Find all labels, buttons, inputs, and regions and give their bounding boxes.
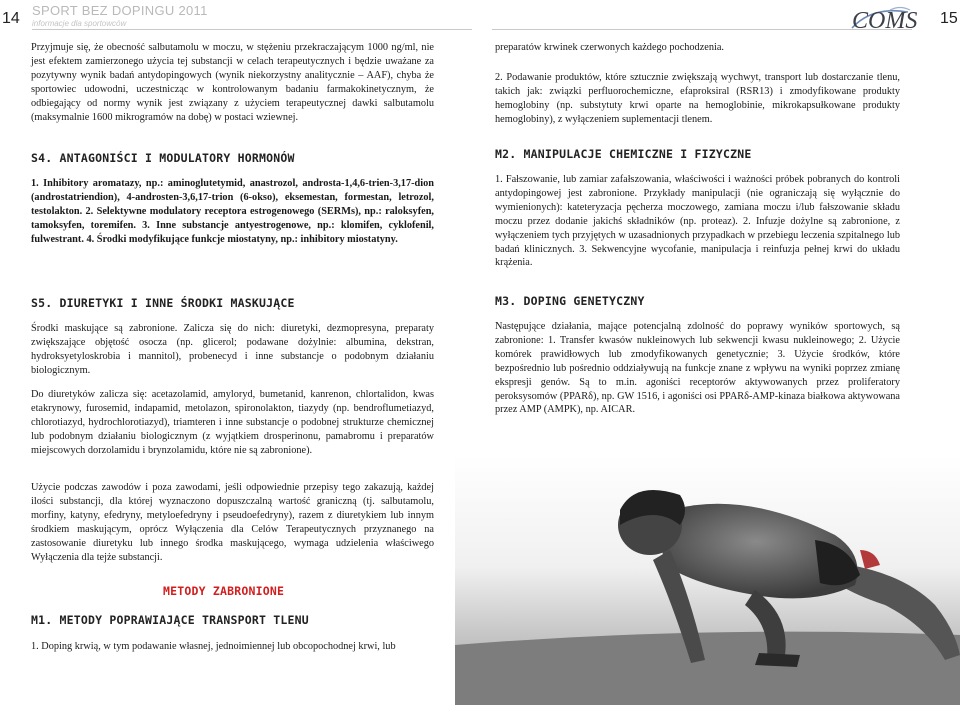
publication-subtitle: informacje dla sportowców	[32, 19, 127, 28]
s4-heading: S4. ANTAGONIŚCI I MODULATORY HORMONÓW	[31, 151, 295, 165]
right-intro-2: 2. Podawanie produktów, które sztucznie zwiększają wychwyt, transport lub dostarczanie tlenu, takich jak: związki perfluorochemiczne, efaproksiral (RSR13) i zmodyfikowane produkty hemoglobiny (np. substytuty krwi oparte na hemoglobinie, mikrokapsułkowane produkty hemoglobiny), z wyłączeniem suplementacji tlenem.	[495, 72, 900, 125]
m3-text: Następujące działania, mające potencjalną zdolność do poprawy wyników sportowych, są zabronione: 1. Transfer kwasów nukleinowych lub sekwencji kwasu nukleinowego; 2. Użycie komórek prawidłowych lub zmodyfikowanych genetycznie; 3. Użycie środków, które bezpośrednio lub pośrednio oddziaływują na funkcje znane z wpływu na wyniki poprzez zmianę ekspresji genów. Są to m.in. agoniści receptorów aktywowanych przez proliferatory peroksysomów (PPARδ), np. GW 1516, i agoniści osi PPARδ-AMP-kinaza białkowa aktywowana przez AMP (AMPK), np. AICAR.	[495, 321, 900, 416]
methods-heading: METODY ZABRONIONE	[163, 584, 285, 598]
coms-logo	[850, 6, 918, 34]
header-rule-right	[492, 29, 912, 30]
s5-heading: S5. DIURETYKI I INNE ŚRODKI MASKUJĄCE	[31, 296, 295, 310]
s5-text-2: Do diuretyków zalicza się: acetazolamid, amyloryd, bumetanid, kanrenon, chlortalidon, kwas etakrynowy, furosemid, indapamid, metolazon, spironolakton, tiazydy (np. bendroflumetiazyd, chlorotiazyd, hydrochlorotiazyd), triamteren i inne substancje o podobnej strukturze chemicznej lub podobnym działaniu biologicznym (z wyjątkiem drosperinonu, pamabromu i preparatów miejscowych dorzolamidu i brynzolamidu, które nie są zabronione).	[31, 389, 434, 456]
m2-text: 1. Fałszowanie, lub zamiar zafałszowania, właściwości i ważności próbek pobranych do kontroli antydopingowej jest zabronione. Przykłady manipulacji (nie ograniczają się wyłącznie do wymienionych): kateteryzacja pęcherza moczowego, zamiana moczu i/lub fałszowanie składu moczu przez dodanie jakichś składników (np. proteaz). 2. Infuzje dożylne są zabronione, z wyłączeniem tych przyjętych w uzasadnionych przypadkach w przebiegu leczenia szpitalnego lub badań klinicznych. 3. Sekwencyjne wycofanie, manipulacja i reinfuzja pełnej krwi do układu krążenia.	[495, 174, 900, 269]
s4-text: 1. Inhibitory aromatazy, np.: aminoglutetymid, anastrozol, androsta-1,4,6-trien-3,17-dion (androstatriendion), 4-androsten-3,6,17-trion (6-okso), eksemestan, formestan, letrozol, testolakton. 2. Selektywne modulatory receptora estrogenowego (SERMs), np.: raloksyfen, tamoksyfen, toremifen. 3. Inne substancje antyestrogenowe, np.: klomifen, cyklofenil, fulwestrant. 4. Środki modyfikujące funkcje miostatyny, np.: inhibitory miostatyny.	[31, 178, 434, 245]
m1-heading: M1. METODY POPRAWIAJĄCE TRANSPORT TLENU	[31, 613, 309, 627]
athlete-photo-graphic	[455, 455, 960, 705]
s5-text-1: Środki maskujące są zabronione. Zalicza się do nich: diuretyki, dezmopresyna, preparaty zwiększające objętość osocza (np. glicerol; podawane dożylnie: albumina, dekstran, hydroksyetyloskrobia i mannitol), probenecyd i inne substancje o podobnym działaniu biologicznym.	[31, 323, 434, 376]
m2-heading: M2. MANIPULACJE CHEMICZNE I FIZYCZNE	[495, 147, 752, 161]
s5-text-3: Użycie podczas zawodów i poza zawodami, jeśli odpowiednie przepisy tego zakazują, każdej ilości substancji, dla której wyznaczono dopuszczalną wartość graniczną (tj. salbutamolu, morfiny, katyny, efedryny, metyloefedryny i pseudoefedryny), razem z diuretykiem lub innym środkiem maskującym, oprócz Wyłączenia dla Celów Terapeutycznych przyznanego na zastosowanie diuretyku lub innego środka maskującego, wymaga udzielenia właściwego Wyłączenia dla tejże substancji.	[31, 482, 434, 563]
header-rule-left	[32, 29, 472, 30]
left-intro-paragraph: Przyjmuje się, że obecność salbutamolu w moczu, w stężeniu przekraczającym 1000 ng/ml, nie jest efektem zamierzonego użycia tej substancji w celach terapeutycznych i będzie uważane za pozytywny wynik badań antydopingowych (wynik niekorzystny analitycznie – AAF), chyba że sportowiec udowodni, uczestnicząc w kontrolowanym badaniu farmakokinetycznym, że odbiegający od normy wynik jest związany z użyciem terapeutycznej dawki salbutamolu (maksymalnie 1600 mikrogramów na dobę) w postaci wziewnej.	[31, 42, 434, 123]
athlete-photo	[455, 455, 960, 705]
m3-heading: M3. DOPING GENETYCZNY	[495, 294, 645, 308]
m1-text: 1. Doping krwią, w tym podawanie własnej, jednoimiennej lub obcopochodnej krwi, lub	[31, 641, 396, 652]
right-page-number: 15	[940, 10, 958, 27]
publication-title: SPORT BEZ DOPINGU 2011	[32, 3, 208, 18]
left-page-number: 14	[2, 10, 20, 27]
right-intro-1: preparatów krwinek czerwonych każdego pochodzenia.	[495, 42, 725, 53]
logo-text: COMS	[852, 8, 918, 34]
